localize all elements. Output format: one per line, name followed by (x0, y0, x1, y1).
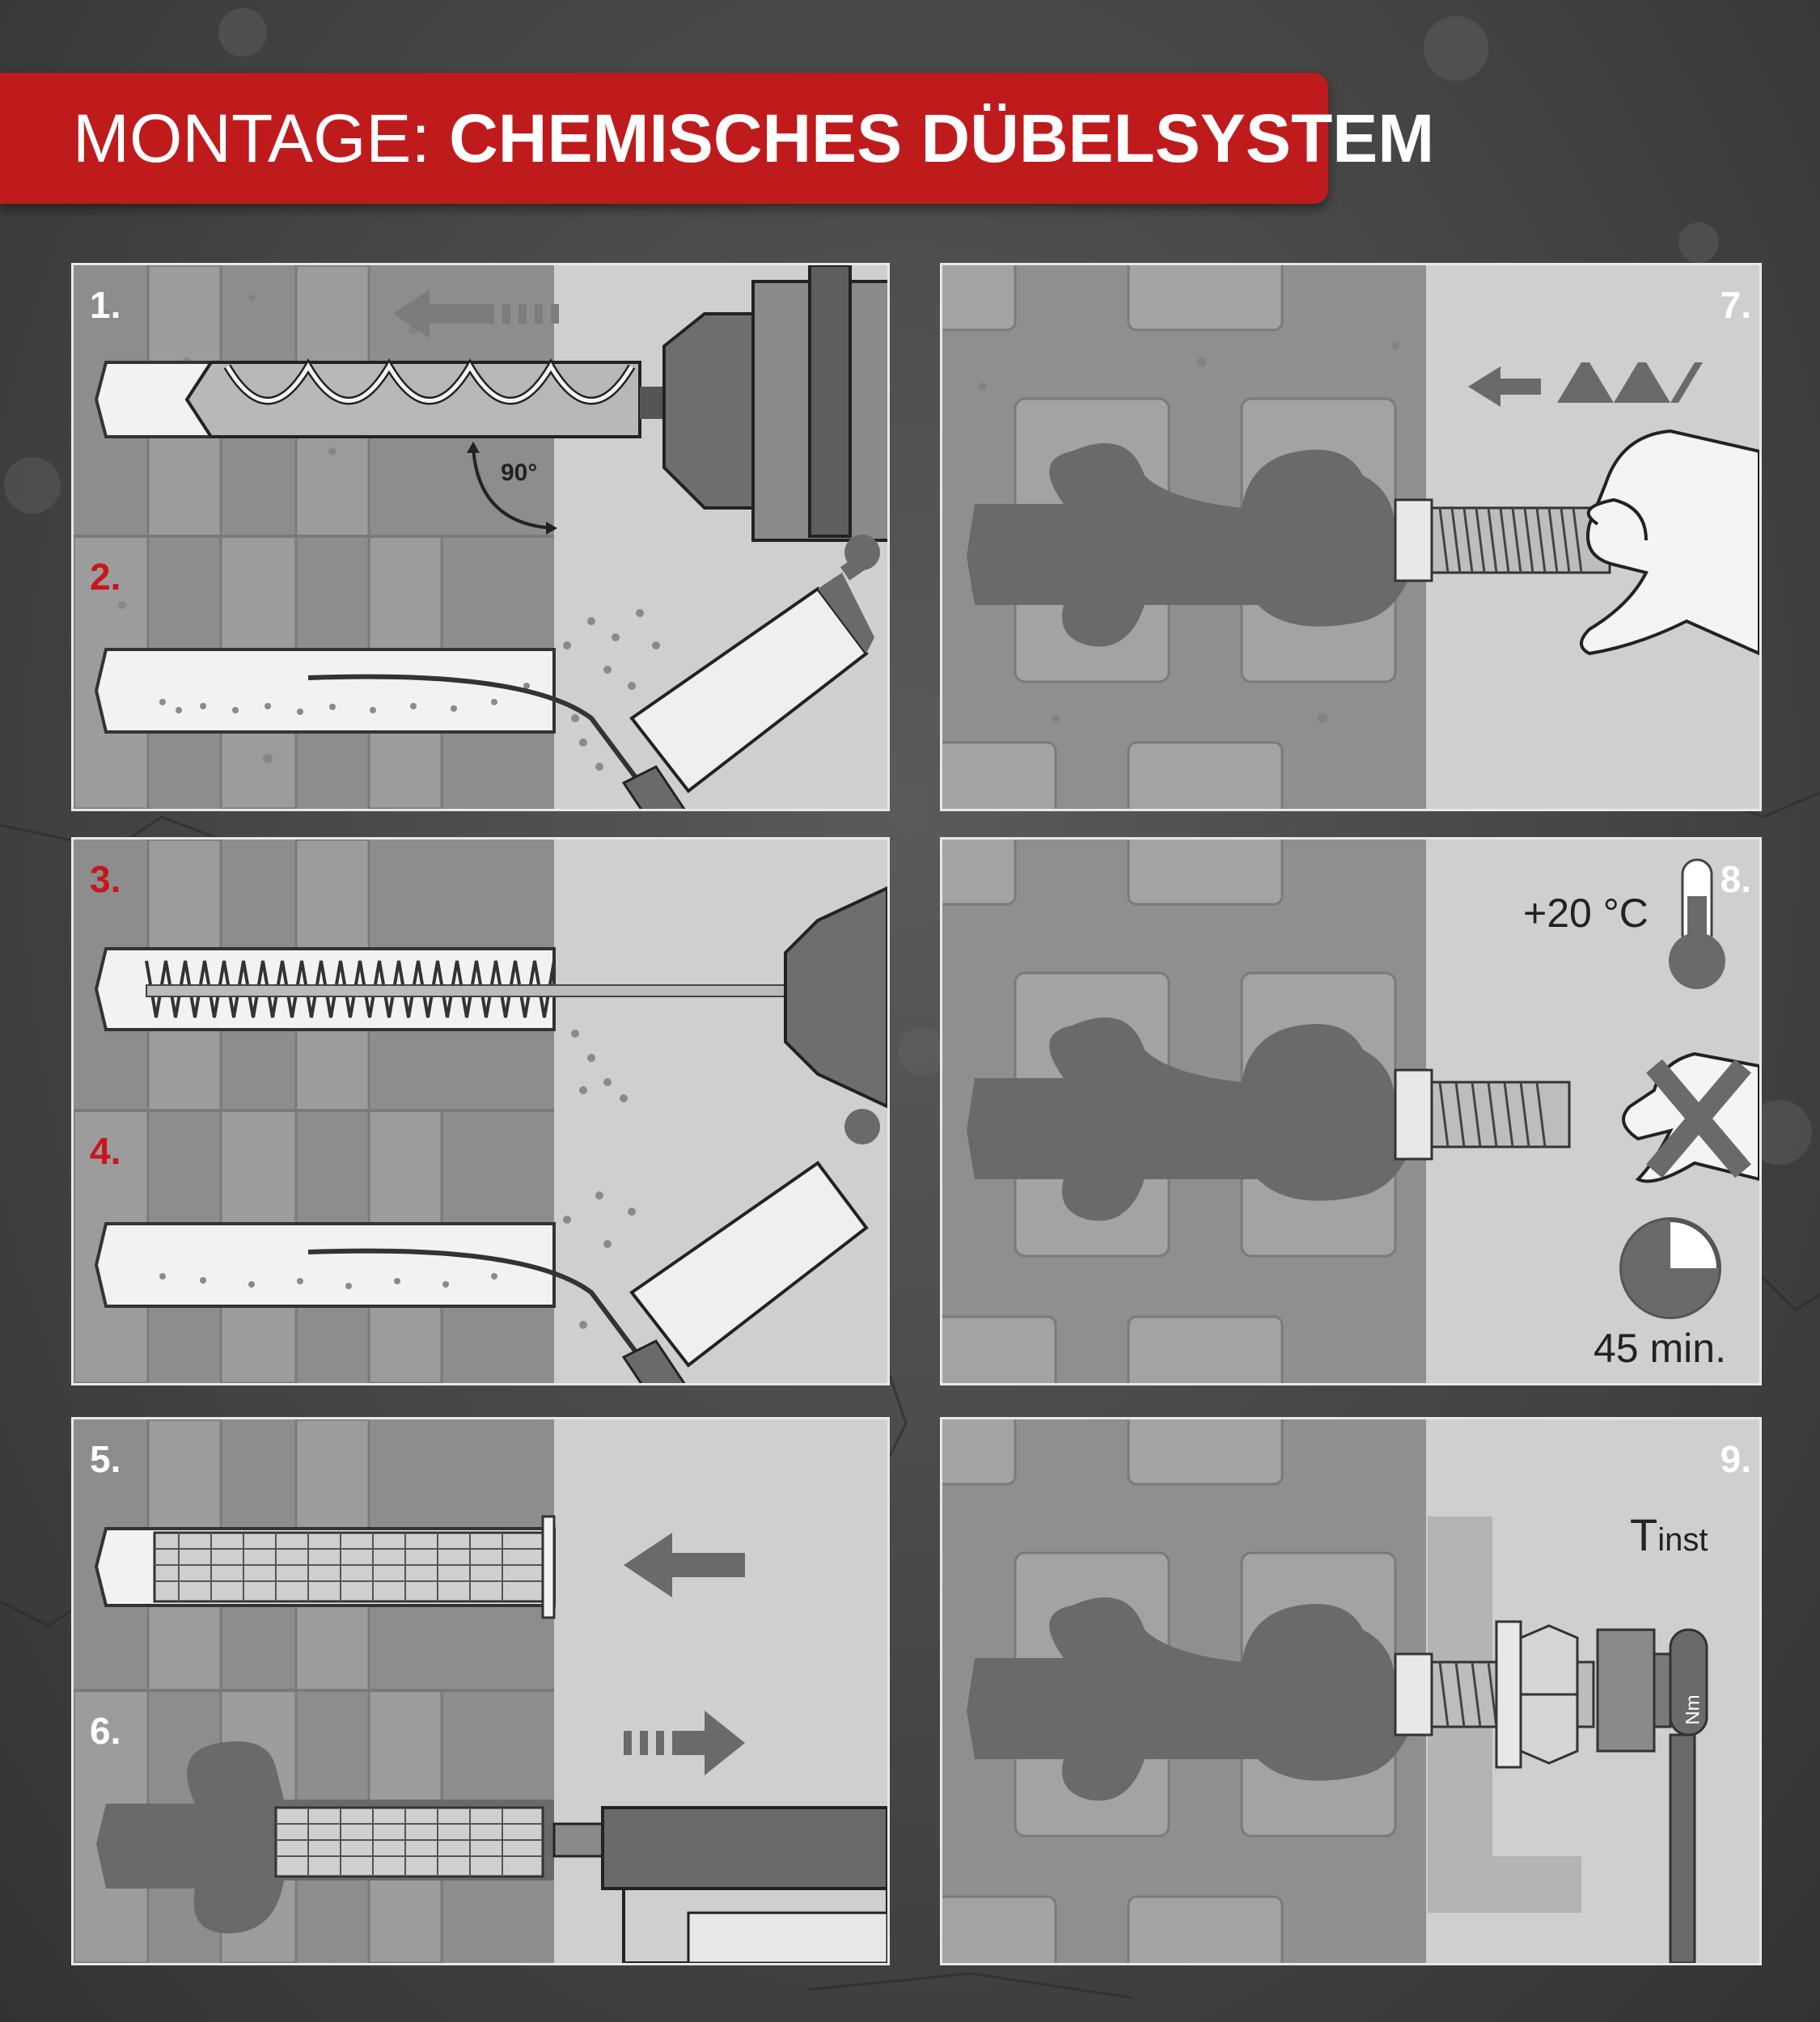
mesh-sleeve-icon (96, 1516, 554, 1618)
step-number-1: 1. (90, 284, 121, 326)
panel-step-7 (940, 263, 1762, 811)
torque-subscript: inst (1657, 1522, 1708, 1558)
title-prefix: MONTAGE: (73, 100, 430, 176)
panel-steps-3-4 (71, 837, 890, 1385)
panel-steps-5-6 (71, 1417, 890, 1965)
title-banner (0, 73, 1435, 204)
panel-step-9 (940, 1417, 1762, 1965)
step-number-6: 6. (90, 1710, 121, 1752)
temperature-label: +20 °C (1523, 890, 1649, 936)
page-title (73, 73, 1434, 204)
torque-symbol: T (1630, 1509, 1658, 1560)
step-number-2: 2. (90, 556, 121, 598)
step-number-9: 9. (1720, 1438, 1751, 1480)
panel-step-8 (940, 837, 1762, 1385)
step-number-4: 4. (90, 1130, 121, 1172)
threaded-rod-icon (1395, 1070, 1569, 1159)
title-main: CHEMISCHES DÜBELSYSTEM (449, 100, 1435, 176)
mesh-sleeve-icon (276, 1808, 543, 1876)
time-label: 45 min. (1594, 1326, 1726, 1371)
panel-steps-1-2 (71, 263, 890, 811)
step-number-7: 7. (1720, 284, 1751, 326)
angle-label: 90° (501, 459, 538, 486)
step-number-5: 5. (90, 1438, 121, 1480)
clock-icon (1622, 1220, 1719, 1317)
step-number-8: 8. (1720, 858, 1751, 900)
torque-label (1630, 1508, 1708, 1561)
step-number-3: 3. (90, 858, 121, 900)
threaded-rod-icon (1395, 500, 1610, 581)
wrench-unit-label: Nm (1682, 1694, 1704, 1725)
